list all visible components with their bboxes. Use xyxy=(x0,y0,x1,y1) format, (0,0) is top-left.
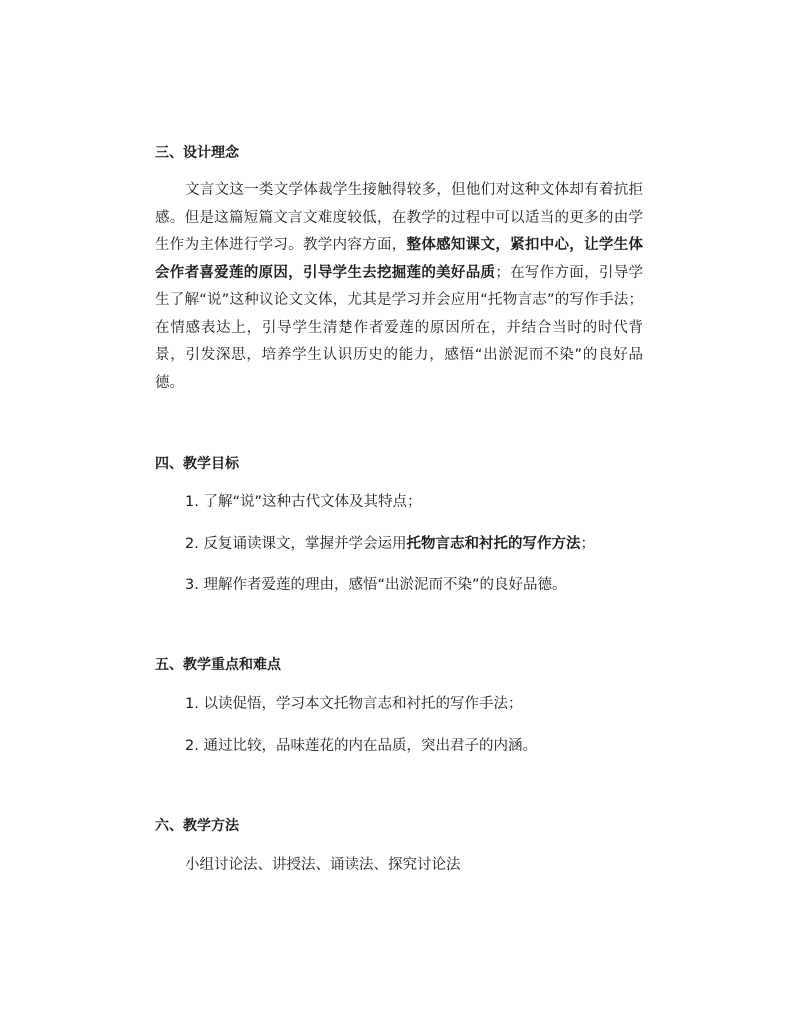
design-concept-paragraph xyxy=(155,177,643,397)
key-point-item-1: 1. 以读促悟，学习本文托物言志和衬托的写作手法； xyxy=(185,696,523,712)
key-point-item-2: 2. 通过比较，品味莲花的内在品质，突出君子的内涵。 xyxy=(185,738,537,754)
paragraph-bold-emphasis: 整体感知课文，紧扣中心，让学生体会作者喜爱莲的原因，引导学生去挖掘莲的美好品质 xyxy=(155,237,643,281)
goal-item-3: 3. 理解作者爱莲的理由，感悟“出淤泥而不染”的良好品德。 xyxy=(185,577,567,593)
section-heading-teaching-goals: 四、教学目标 xyxy=(155,456,239,472)
paragraph-text-part-2: ；在写作方面，引导学生了解“说”这种议论文文体，尤其是学习并会应用“托物言志”的写作手法；在情感表达上，引导学生清楚作者爱莲的原因所在，并结合当时的时代背景，引发深思，培养学生认识历史的能力，感悟“出淤泥而不染”的良好品德。 xyxy=(155,264,643,391)
goal-item-2-punct: ； xyxy=(580,536,595,552)
goal-item-2 xyxy=(185,534,595,554)
section-heading-design-concept: 三、设计理念 xyxy=(155,145,239,161)
goal-item-1: 1. 了解“说”这种古代文体及其特点； xyxy=(185,494,422,510)
teaching-methods-text: 小组讨论法、讲授法、诵读法、探究讨论法 xyxy=(185,857,461,873)
paragraph-text-part-1: 文言文这一类文学体裁学生接触得较多，但他们对这种文体却有着抗拒感。但是这篇短篇文言文难度较低，在教学的过程中可以适当的更多的由学生作为主体进行学习。教学内容方面， xyxy=(155,182,643,253)
goal-item-2-bold: 托物言志和衬托的写作方法 xyxy=(406,536,581,552)
section-heading-key-points: 五、教学重点和难点 xyxy=(155,657,281,673)
section-heading-teaching-methods: 六、教学方法 xyxy=(155,818,239,834)
goal-item-2-text: 2. 反复诵读课文，掌握并学会运用 xyxy=(185,536,407,552)
